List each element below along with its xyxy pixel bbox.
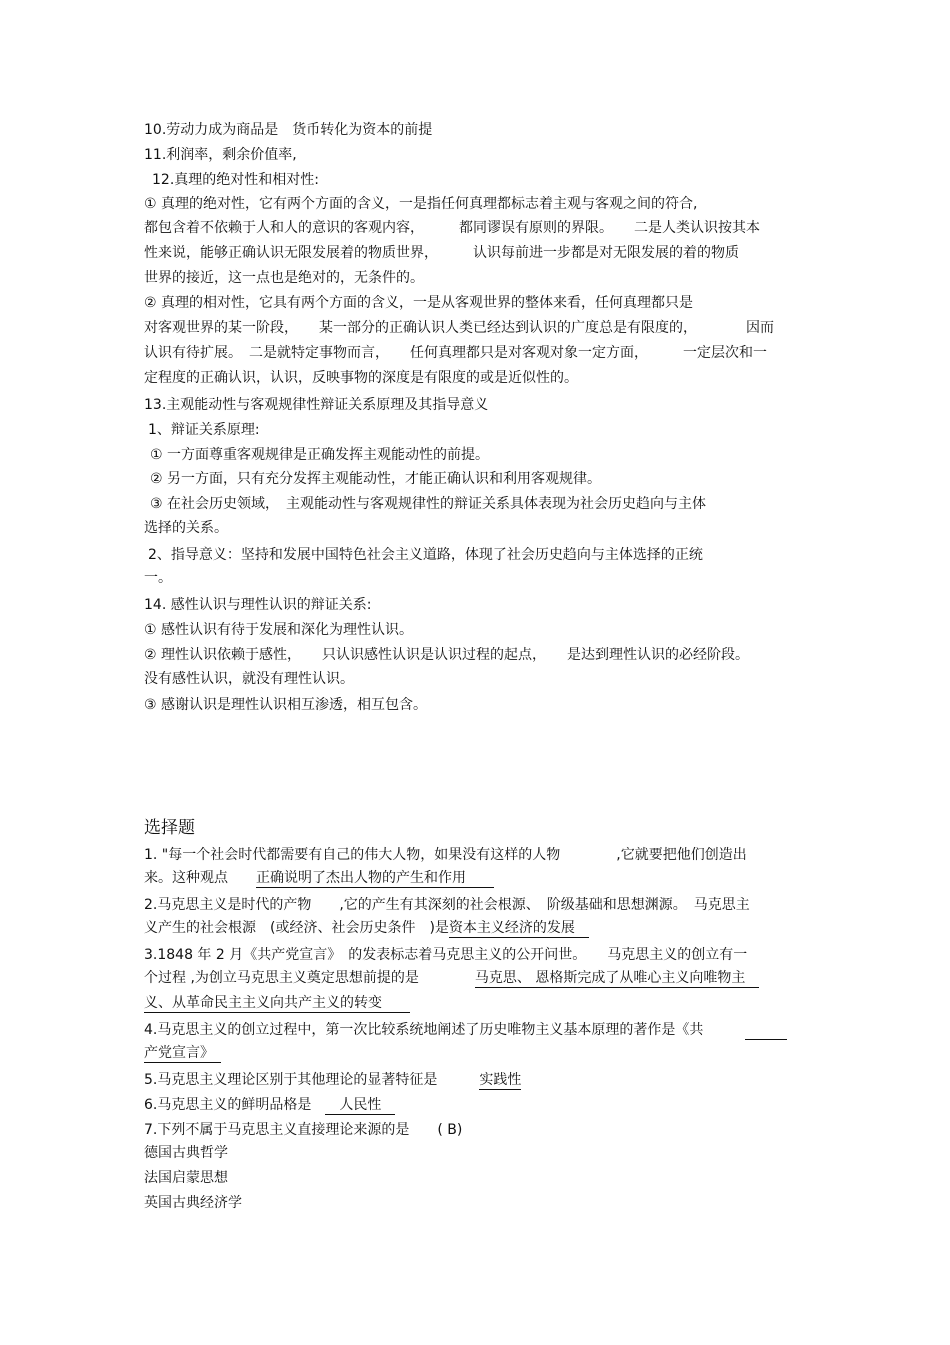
answer-underlined: 资本主义经济的发展 bbox=[448, 920, 589, 936]
question-text: 6.马克思主义的鲜明品格是 bbox=[144, 1097, 326, 1113]
text-line: ③ 在社会历史领域， 主观能动性与客观规律性的辩证关系具体表现为社会历史趋向与主体 bbox=[150, 496, 706, 512]
question-6 bbox=[144, 1095, 395, 1115]
option-2: 法国启蒙思想 bbox=[144, 1170, 228, 1186]
text-line: 性来说，能够正确认识无限发展着的物质世界， 认识每前进一步都是对无限发展的着的物质 bbox=[144, 245, 739, 261]
option-1: 德国古典哲学 bbox=[144, 1145, 228, 1161]
section-heading-12: 12.真理的绝对性和相对性: bbox=[152, 172, 319, 188]
text-line: 没有感性认识，就没有理性认识。 bbox=[144, 671, 354, 687]
answer-underlined: 产党宣言》 bbox=[144, 1045, 221, 1061]
question-5 bbox=[144, 1070, 521, 1090]
text-line: ① 感性认识有待于发展和深化为理性认识。 bbox=[144, 622, 413, 638]
text-line: 定程度的正确认识，认识，反映事物的深度是有限度的或是近似性的。 bbox=[144, 370, 578, 386]
question-3-line-1: 3.1848 年 2 月《共产党宣言》 的发表标志着马克思主义的公开问世。 马克思主义的创立有一 bbox=[144, 947, 748, 963]
question-1-line-1: 1. "每一个社会时代都需要有自己的伟大人物，如果没有这样的人物 ,它就要把他们创造出 bbox=[144, 847, 747, 863]
text-line: ③ 感谢认识是理性认识相互渗透，相互包含。 bbox=[144, 697, 427, 713]
text-line: 10.劳动力成为商品是 货币转化为资本的前提 bbox=[144, 122, 433, 138]
text-line: 选择的关系。 bbox=[144, 520, 228, 536]
answer-underlined: 人民性 bbox=[325, 1097, 396, 1113]
answer-underlined: 实践性 bbox=[479, 1072, 522, 1088]
text-line: 对客观世界的某一阶段， 某一部分的正确认识人类已经达到认识的广度总是有限度的， 因而 bbox=[144, 320, 774, 336]
question-3-line-3 bbox=[144, 993, 410, 1013]
question-7: 7.下列不属于马克思主义直接理论来源的是 ( B) bbox=[144, 1122, 463, 1138]
text-line: ② 真理的相对性，它具有两个方面的含义，一是从客观世界的整体来看，任何真理都只是 bbox=[144, 295, 693, 311]
question-3-line-2 bbox=[144, 968, 759, 988]
question-text: 来。这种观点 bbox=[144, 870, 256, 886]
answer-underlined: 正确说明了杰出人物的产生和作用 bbox=[256, 870, 494, 886]
text-line: 1、辩证关系原理: bbox=[148, 422, 260, 438]
text-line: ① 一方面尊重客观规律是正确发挥主观能动性的前提。 bbox=[150, 447, 489, 463]
answer-underlined: 义、从革命民主主义向共产主义的转变 bbox=[144, 995, 410, 1011]
question-1-line-2 bbox=[144, 868, 494, 888]
text-line: 都包含着不依赖于人和人的意识的客观内容， 都同谬误有原则的界限。 二是人类认识按其本 bbox=[144, 220, 760, 236]
text-line: 2、指导意义：坚持和发展中国特色社会主义道路，体现了社会历史趋向与主体选择的正统 bbox=[148, 547, 703, 563]
text-line: ① 真理的绝对性，它有两个方面的含义，一是指任何真理都标志着主观与客观之间的符合, bbox=[144, 196, 698, 212]
section-heading-14: 14. 感性认识与理性认识的辩证关系: bbox=[144, 597, 372, 613]
multiple-choice-heading: 选择题 bbox=[144, 818, 195, 838]
text-line: ② 理性认识依赖于感性， 只认识感性认识是认识过程的起点， 是达到理性认识的必经阶段。 bbox=[144, 647, 749, 663]
section-heading-13: 13.主观能动性与客观规律性辩证关系原理及其指导意义 bbox=[144, 397, 489, 413]
text-line: ② 另一方面，只有充分发挥主观能动性，才能正确认识和利用客观规律。 bbox=[150, 471, 601, 487]
question-text: 义产生的社会根源 (或经济、社会历史条件 )是 bbox=[144, 920, 449, 936]
text-line: 世界的接近，这一点也是绝对的，无条件的。 bbox=[144, 270, 424, 286]
text-line: 一。 bbox=[144, 570, 172, 586]
question-4-line-2 bbox=[144, 1043, 221, 1063]
question-text: 4.马克思主义的创立过程中，第一次比较系统地阐述了历史唯物主义基本原理的著作是《共 bbox=[144, 1022, 746, 1038]
question-text: 个过程 ,为创立马克思主义奠定思想前提的是 bbox=[144, 970, 475, 986]
question-2-line-2 bbox=[144, 918, 589, 938]
question-text: 5.马克思主义理论区别于其他理论的显著特征是 bbox=[144, 1072, 480, 1088]
answer-blank bbox=[745, 1022, 787, 1040]
question-4-line-1 bbox=[144, 1020, 787, 1040]
answer-underlined: 马克思、 恩格斯完成了从唯心主义向唯物主 bbox=[474, 970, 760, 986]
text-line: 11.利润率，剩余价值率, bbox=[144, 147, 297, 163]
question-2-line-1: 2.马克思主义是时代的产物 ,它的产生有其深刻的社会根源、 阶级基础和思想渊源。 马克思主 bbox=[144, 897, 750, 913]
option-3: 英国古典经济学 bbox=[144, 1195, 242, 1211]
text-line: 认识有待扩展。 二是就特定事物而言， 任何真理都只是对客观对象一定方面， 一定层次和一 bbox=[144, 345, 767, 361]
